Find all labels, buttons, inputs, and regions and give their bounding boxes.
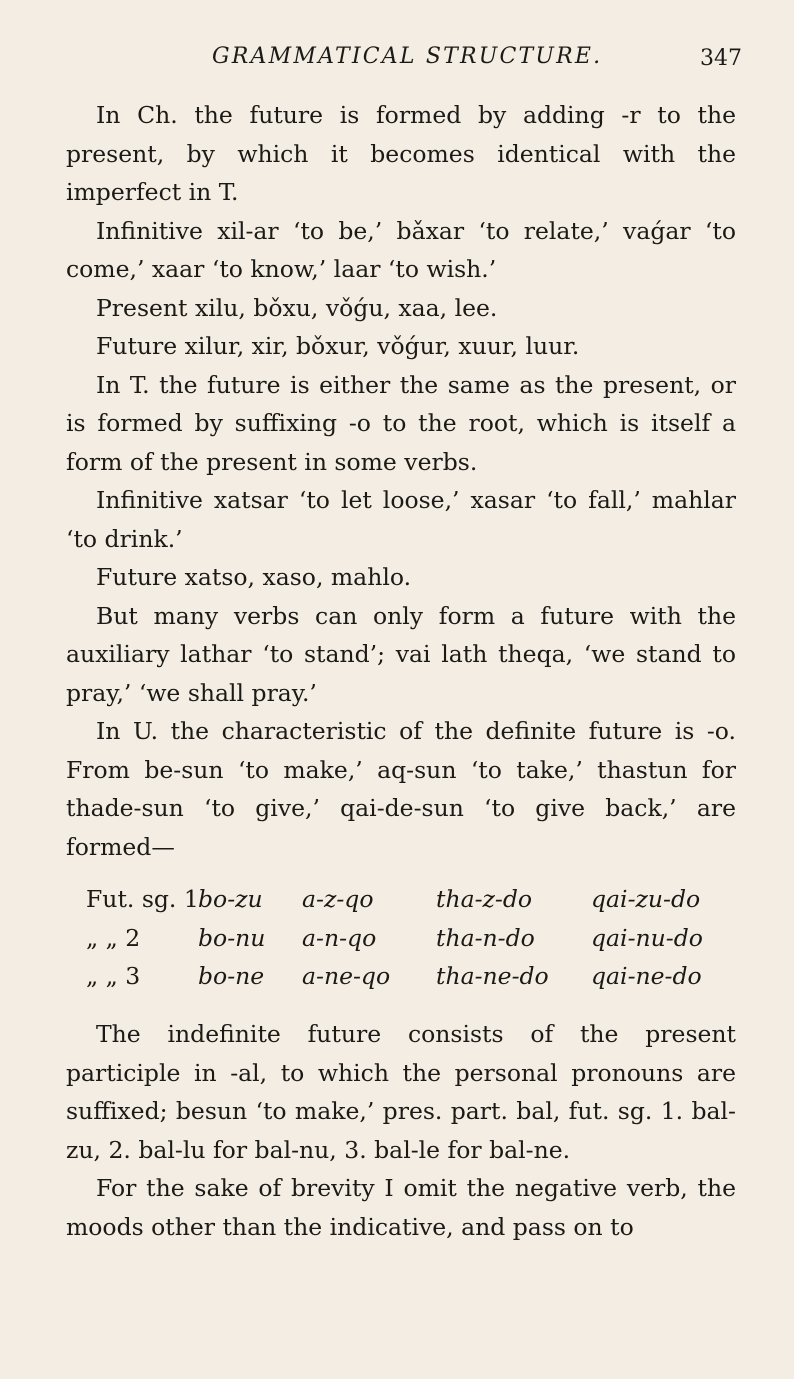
paragraph: Future xatso, xaso, mahlo. xyxy=(96,563,412,591)
form-cell: tha-n-do xyxy=(436,923,535,952)
table-row xyxy=(66,957,736,996)
page-number: 347 xyxy=(700,46,742,71)
paragraph: Infinitive xatsar ‘to let loose,’ xasar ‘to fall,’ mahlar ‘to drink.’ xyxy=(66,486,736,553)
paragraph: In Ch. the future is formed by adding -r to the present, by which it becomes identical with the imperfect in T. xyxy=(66,101,736,206)
form-cell: bo-ne xyxy=(198,962,265,990)
form-cell: a-z-qo xyxy=(302,885,374,913)
paragraph: In U. the characteristic of the definite future is -o. From be-sun ‘to make,’ aq-sun ‘to take,’ thastun for thade-sun ‘to give,’ qai-de-sun ‘to give back,’ are formed— xyxy=(66,717,736,861)
paragraph: For the sake of brevity I omit the negative verb, the moods other than the indicative, and pass on to xyxy=(66,1174,736,1241)
conjugation-table xyxy=(66,880,736,996)
row-label: „ „ 3 xyxy=(86,962,141,990)
paragraph: Future xilur, xir, bǒxur, vǒǵur, xuur, luur. xyxy=(96,332,580,360)
main-text xyxy=(66,96,736,866)
row-label: Fut. sg. 1 xyxy=(86,885,199,913)
form-cell: qai-zu-do xyxy=(591,885,701,913)
paragraph: The indefinite future consists of the present participle in -al, to which the personal pronouns are suffixed; besun ‘to make,’ pres. part. bal, fut. sg. 1. bal-zu, 2. bal-lu for bal-nu, 3. bal-le for bal-ne. xyxy=(66,1020,736,1164)
form-cell: tha-ne-do xyxy=(436,962,549,990)
main-text-continued xyxy=(66,1015,736,1246)
form-cell: qai-ne-do xyxy=(591,962,702,990)
paragraph: Infinitive xil-ar ‘to be,’ bǎxar ‘to relate,’ vaǵar ‘to come,’ xaar ‘to know,’ laar ‘to wish.’ xyxy=(66,216,736,283)
table-row xyxy=(66,919,736,958)
form-cell: a-n-qo xyxy=(302,923,377,952)
paragraph: In T. the future is either the same as the present, or is formed by suffixing -o to the root, which is itself a form of the present in some verbs. xyxy=(66,370,736,476)
form-cell: a-ne-qo xyxy=(302,962,391,990)
form-cell: qai-nu-do xyxy=(591,923,703,952)
row-label: „ „ 2 xyxy=(86,923,141,952)
paragraph: But many verbs can only form a future with the auxiliary lathar ‘to stand’; vai lath theqa, ‘we stand to pray,’ ‘we shall pray.’ xyxy=(66,601,736,707)
form-cell: bo-nu xyxy=(198,923,266,952)
form-cell: bo-zu xyxy=(198,885,263,913)
form-cell: tha-z-do xyxy=(436,885,533,913)
paragraph: Present xilu, bǒxu, vǒǵu, xaa, lee. xyxy=(96,293,498,322)
table-row xyxy=(66,880,736,919)
running-title: GRAMMATICAL STRUCTURE. xyxy=(212,44,603,69)
page-header xyxy=(0,40,794,80)
